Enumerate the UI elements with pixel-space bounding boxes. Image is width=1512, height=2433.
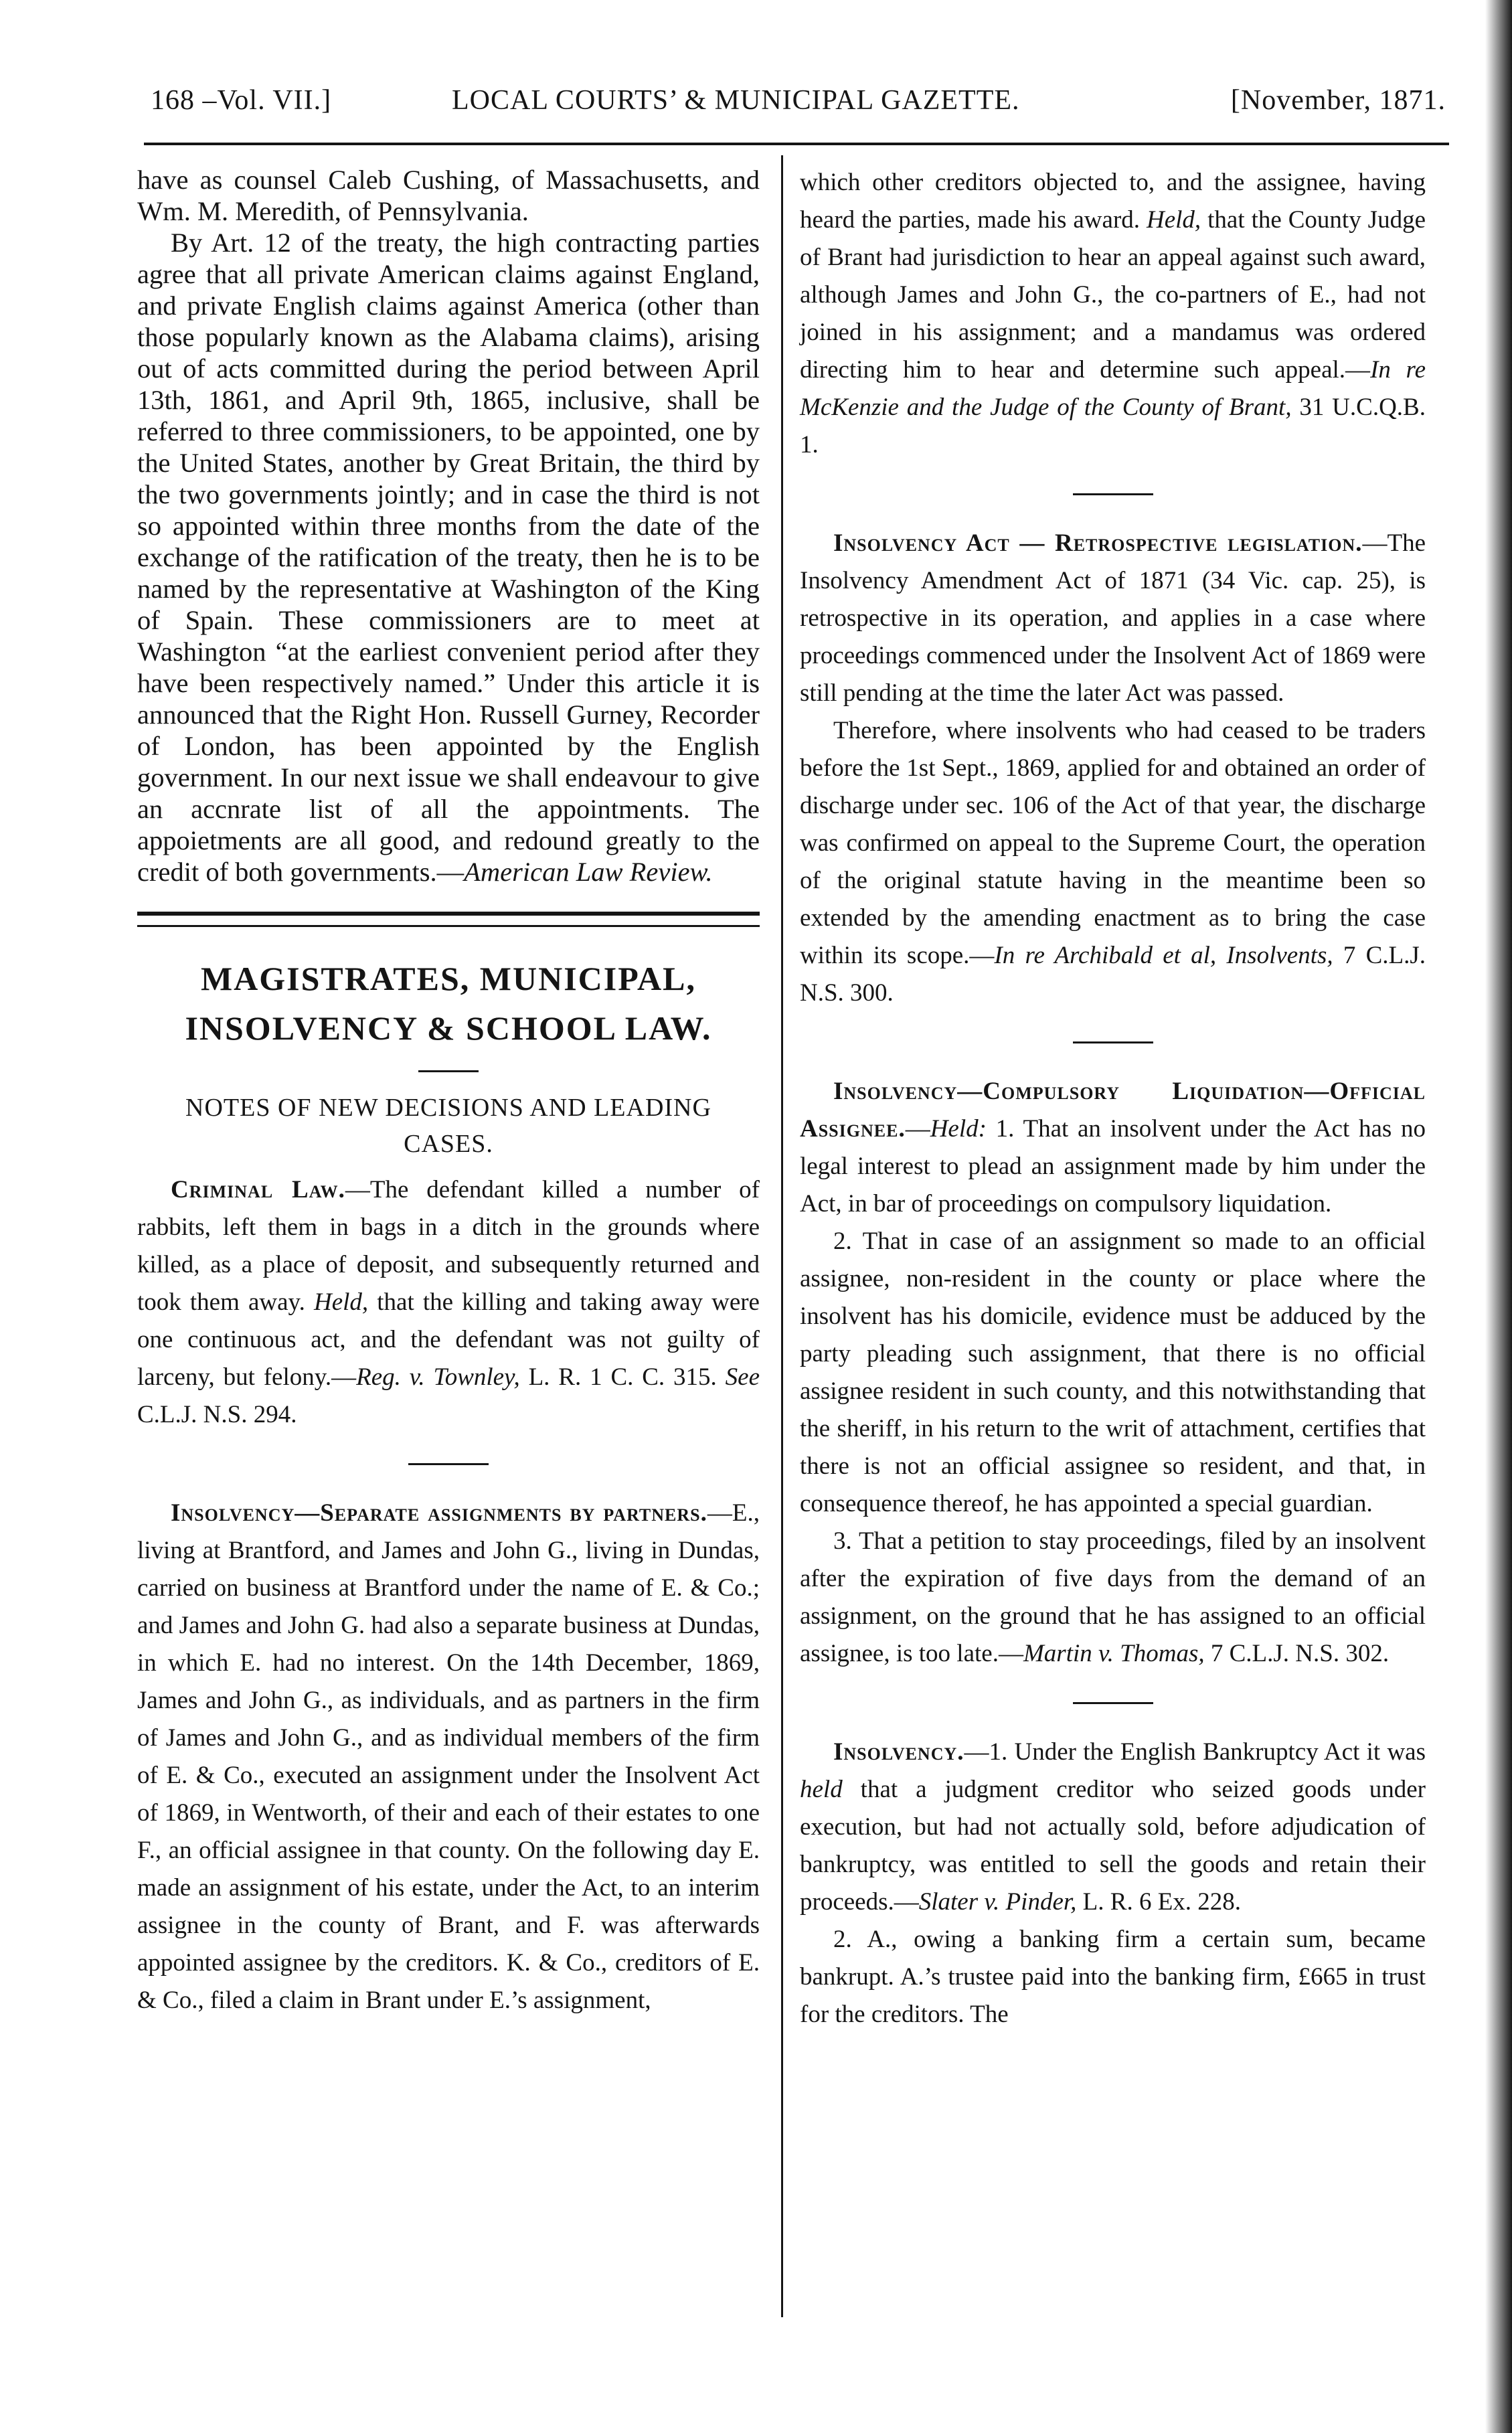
scan-edge-shadow [1485,0,1512,2433]
english-heading: Insolvency. [833,1738,964,1766]
issue-date: [November, 1871. [1230,85,1446,116]
section-subtitle [137,1090,760,1162]
compulsory-text-1: 1. That an insolvent under the Act has no legal interest to plead an assignment made by him under the Act, in bar of proceedings on compulsory liquidation. [800,1115,1426,1218]
compulsory-case: Martin v. Thomas, [1023,1640,1205,1667]
retrospective-cite: 7 C.L.J. N.S. 300. [800,942,1426,1007]
separate-assignments-heading: Insolvency—Separate assignments by partners. [171,1499,707,1527]
right-column [800,164,1426,2033]
separate-assignments-text: —E., living at Brantford, and James and John G., living in Dundas, carried on business at Brantford under the name of E. & Co.; and James and John G. had also a separate business at Dundas, in which E. had no interest. On the 14th December, 1869, James and John G., as individuals, and as partners in the firm of James and John G., and as individual members of the firm of E. & Co., executed an assignment under the Insolvent Act of 1869, in Wentworth, of their and each of their estates to one F., an official assignee in that county. On the following day E. made an assignment of his estate, under the Act, to an interim assignee in the county of Brant, and F. was afterwards appointed assignee by the creditors. K. & Co., creditors of E. & Co., filed a claim in Brant under E.’s assignment, [137,1499,760,2014]
treaty-article [137,164,760,888]
note-separator [408,1463,489,1465]
retrospective-paragraph-2 [800,712,1426,1012]
english-case: Slater v. Pinder, [918,1888,1077,1916]
section-title [137,954,760,1053]
compulsory-dash: — [905,1115,930,1143]
english-text-1: —1. Under the English Bankruptcy Act it was [964,1738,1426,1766]
treaty-source: American Law Review. [464,857,713,887]
criminal-law-held: Held, [313,1288,369,1316]
page-and-volume: 168 –Vol. VII.] [151,85,332,116]
title-rule [418,1070,479,1072]
compulsory-text-3: 3. That a petition to stay proceedings, filed by an insolvent after the expiration of five days from the demand of an assignment, on the ground that he has assigned to an official assignee, is too late. [800,1527,1426,1667]
criminal-law-see: See [725,1363,760,1391]
continuation-cite: 31 U.C.Q.B. 1. [800,394,1426,458]
compulsory-cite: 7 C.L.J. N.S. 302. [1204,1640,1390,1667]
section-title-line-1: MAGISTRATES, MUNICIPAL, [200,960,697,997]
separate-assignments-note [137,1495,760,2019]
compulsory-heading: Insolvency—Compulsory Liquidation—Official Assignee. [800,1078,1426,1143]
separate-assignments-continuation [800,164,1426,464]
column-divider [781,155,783,2317]
treaty-paragraph-2 [137,227,760,888]
english-text-2: that a judgment creditor who seized goods under execution, but had not actually sold, before adjudication of bankruptcy, was entitled to sell the goods and retain their proceeds.— [800,1776,1426,1916]
retrospective-case: In re Archibald et al, Insolvents, [994,942,1333,969]
criminal-law-heading: Criminal Law. [171,1176,345,1203]
running-head [151,79,1446,133]
header-rule [144,143,1449,145]
continuation-case: In re McKenzie and the Judge of the County of Brant, [800,356,1426,421]
treaty-paragraph-1: have as counsel Caleb Cushing, of Massachusetts, and Wm. M. Meredith, of Pennsylvania. [137,165,760,226]
retrospective-dash: — [969,942,995,969]
english-point-2: 2. A., owing a banking firm a certain sum, became bankrupt. A.’s trustee paid into the banking firm, £665 in trust for the creditors. The [800,1926,1426,2028]
retrospective-text-1: —The Insolvency Amendment Act of 1871 (34 Vic. cap. 25), is retrospective in its operation, and applies in a case where proceedings commenced under the Insolvent Act of 1869 were still pending at the time the later Act was passed. [800,529,1426,707]
treaty-paragraph-2-text: By Art. 12 of the treaty, the high contracting parties agree that all private American claims against England, and private English claims against America (other than those popularly known as the Alabama claims), arising out of acts committed during the period between April 13th, 1861, and April 9th, 1865, inclusive, shall be referred to three commissioners, to be appointed, one by the United States, another by Great Britain, the third by the two governments jointly; and in case the third is not so appointed within three months from the date of the exchange of the ratification of the treaty, then he is to be named by the representative at Washington of the King of Spain. These commissioners are to meet at Washington “at the earliest convenient period after they have been respectively named.” Under this article it is announced that the Right Hon. Russell Gurney, Recorder of London, has been appointed by the English government. In our next issue we shall endeavour to give an accnrate list of all the appointments. The appoietments are all good, and redound greatly to the credit of both governments.— [137,228,760,887]
criminal-law-note [137,1171,760,1434]
note-separator [1073,1702,1153,1704]
subtitle-line-2: CASES. [404,1130,493,1158]
section-title-line-2: INSOLVENCY & SCHOOL LAW. [185,1009,712,1047]
retrospective-text-2: Therefore, where insolvents who had ceased to be traders before the 1st Sept., 1869, applied for and obtained an order of discharge under sec. 106 of the Act of that year, the discharge was confirmed on appeal to the Supreme Court, the operation of the original statute having in the meantime been so extended by the amending enactment as to bring the case within its scope. [800,717,1426,969]
criminal-law-cite: L. R. 1 C. C. 315. [519,1363,726,1391]
subtitle-line-1: NOTES OF NEW DECISIONS AND LEADING [185,1094,711,1122]
continuation-text-2: that the County Judge of Brant had jurisdiction to hear an appeal against such award, although James and John G., the co-partners of E., had not joined in his assignment; and a mandamus was ordered directing him to hear and determine such appeal.— [800,206,1426,384]
continuation-text-1: which other creditors objected to, and the assignee, having heard the parties, made his award. [800,169,1426,234]
criminal-law-text-1: —The defendant killed a number of rabbits, left them in bags in a ditch in the grounds where killed, as a place of deposit, and subsequently returned and took them away. [137,1176,760,1316]
compulsory-point-2: 2. That in case of an assignment so made to an official assignee, non-resident in the county or place where the insolvent has his domicile, evidence must be adduced by the party pleading such assignment, that there is no official assignee resident in such county, and this notwithstanding that the sheriff, in his return to the writ of attachment, certifies that there is not an official assignee so resident, and that, in consequence thereof, he has appointed a special guardian. [800,1228,1426,1517]
criminal-law-cite-2: C.L.J. N.S. 294. [137,1401,297,1428]
compulsory-liquidation-note [800,1073,1426,1223]
compulsory-point-3 [800,1523,1426,1673]
section-double-rule [137,912,760,927]
retrospective-heading: Insolvency Act — Retrospective legislation. [833,529,1363,557]
english-cite: L. R. 6 Ex. 228. [1076,1888,1242,1916]
compulsory-held: Held: [930,1115,987,1143]
criminal-law-case: Reg. v. Townley, [356,1363,520,1391]
left-column [137,164,760,2019]
note-separator [1073,493,1153,495]
criminal-law-text-2: that the killing and taking away were one continuous act, and the defendant was not guilty of larceny, but felony.— [137,1288,760,1391]
retrospective-note [800,525,1426,712]
compulsory-dash-2: — [998,1640,1023,1667]
note-separator [1073,1041,1153,1043]
continuation-held: Held, [1146,206,1201,234]
english-held: held [800,1776,843,1803]
english-bankruptcy-note [800,1734,1426,1921]
publication-title: LOCAL COURTS’ & MUNICIPAL GAZETTE. [452,85,1020,116]
